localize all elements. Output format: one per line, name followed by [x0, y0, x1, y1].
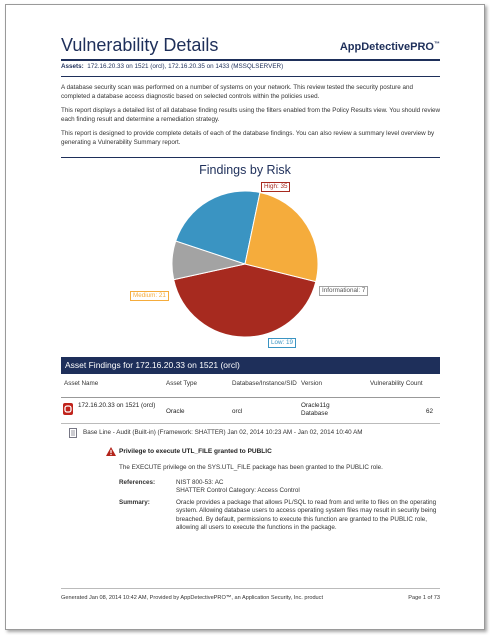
baseline-line: Base Line - Audit (Built-in) (Framework: SHATTER) Jan 02, 2014 10:23 AM - Jan 02, 2014 10:40 AM	[83, 429, 363, 436]
intro-paragraph-3: This report is designed to provide complete details of each of the database findings. You can also review a summary level overview by generating a Vulnerability Summary report.	[61, 130, 435, 146]
assets-label: Assets:	[61, 63, 84, 70]
page-number: Page 1 of 73	[408, 595, 440, 601]
summary-label: Summary:	[119, 499, 150, 506]
brand-trademark: ™	[434, 41, 440, 48]
references-line-2: SHATTER Control Category: Access Control	[176, 487, 300, 494]
finding-description: The EXECUTE privilege on the SYS.UTL_FILE package has been granted to the PUBLIC role.	[119, 464, 383, 471]
findings-pie-chart	[6, 5, 484, 355]
pie-label-informational: Informational: 7	[319, 286, 368, 296]
pie-label-medium: Medium: 21	[130, 291, 169, 301]
sid-value: orcl	[232, 408, 243, 415]
summary-text: Oracle provides a package that allows PL/SQL to read from and write to files on the operating system. Allowing database users to access operating system files may result in security being breached. By default, permissions to execute this function are granted to the PUBLIC role, allowing all users to execute the functions in the package.	[176, 499, 437, 531]
vuln-count-value: 62	[426, 408, 434, 415]
brand-name: AppDetectivePRO	[339, 41, 434, 53]
intro-paragraph-2: This report displays a detailed list of all database finding results using the filters enabled from the Policy Results view. You should review each finding result and determine a remediation strategy.	[61, 107, 441, 123]
asset-name-link[interactable]: 172.16.20.33 on 1521 (orcl)	[78, 402, 156, 409]
col-asset-type: Asset Type	[166, 380, 198, 387]
col-vuln-count: Vulnerability Count	[370, 380, 423, 387]
footer-generated: Generated Jan 08, 2014 10:42 AM, Provided by AppDetectivePRO™, an Application Security, Inc. product	[61, 595, 324, 601]
col-version: Version	[301, 380, 323, 387]
pie-label-high: High: 35	[261, 182, 290, 192]
header-divider	[61, 397, 440, 398]
footer-divider	[61, 588, 440, 589]
row-divider	[61, 423, 440, 424]
pie-label-low: Low: 19	[268, 338, 296, 348]
oracle-database-icon	[63, 403, 73, 415]
asset-findings-header: Asset Findings for 172.16.20.33 on 1521 (orcl)	[61, 357, 440, 374]
assets-value: 172.16.20.33 on 1521 (orcl), 172.16.20.35 on 1433 (MSSQLSERVER)	[87, 63, 284, 70]
references-line-1: NIST 800-53: AC	[176, 479, 224, 486]
asset-type-value: Oracle	[166, 408, 185, 415]
col-asset-name: Asset Name	[64, 380, 99, 387]
col-database-sid: Database/Instance/SID	[232, 380, 297, 387]
version-value: Oracle11g Database	[301, 402, 330, 417]
baseline-document-icon	[68, 428, 78, 438]
page-title: Vulnerability Details	[61, 35, 219, 55]
references-label: References:	[119, 479, 156, 486]
finding-title: Privilege to execute UTL_FILE granted to PUBLIC	[119, 448, 272, 455]
report-page	[5, 4, 485, 630]
intro-paragraph-1: A database security scan was performed on a number of systems on your network. This review tested the security posture and completed a database access diagnostic based on selected controls within the policies used.	[61, 84, 413, 100]
high-risk-warning-icon	[106, 447, 116, 456]
chart-title: Findings by Risk	[199, 163, 291, 177]
